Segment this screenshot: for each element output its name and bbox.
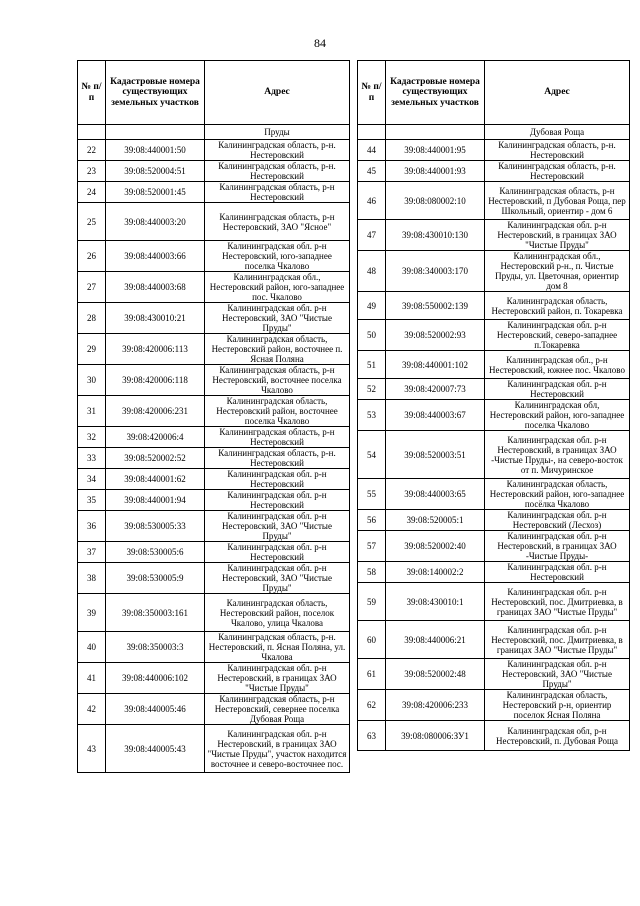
header-address: Адрес (205, 61, 350, 125)
address-cell: Калининградская обл, р-н Нестеровский, п. Дубовая Роща (485, 721, 630, 751)
table-row (358, 182, 630, 220)
table-row (358, 220, 630, 251)
table-row (78, 161, 350, 182)
address-cell: Калининградская область, р-н. Нестеровский (205, 161, 350, 182)
header-cadastral: Кадастровые номера существующих земельных участков (106, 61, 205, 125)
address-cell: Калининградская обл. р-н Нестеровский, ЗАО "Чистые Пруды" (205, 303, 350, 334)
cadastral-number: 39:08:440006:102 (106, 663, 205, 694)
table-row (358, 251, 630, 292)
row-number: 40 (78, 632, 106, 663)
table-row (78, 725, 350, 773)
cadastral-number: 39:08:440001:93 (386, 161, 485, 182)
cadastral-number: 39:08:420006:4 (106, 427, 205, 448)
row-number: 22 (78, 140, 106, 161)
address-cell: Калининградская область, р-н. Нестеровский (485, 140, 630, 161)
table-row (78, 511, 350, 542)
address-cell: Калининградская область, Нестеровский район, юго-западнее посёлка Чкалово (485, 479, 630, 510)
row-number: 39 (78, 594, 106, 632)
row-number: 38 (78, 563, 106, 594)
table-row (358, 379, 630, 400)
address-cell: Калининградская область, р-н Нестеровский, севернее поселка Дубовая Роща (205, 694, 350, 725)
row-number: 36 (78, 511, 106, 542)
address-cell: Калининградская обл. р-н Нестеровский, юго-западнее поселка Чкалово (205, 241, 350, 272)
row-number: 47 (358, 220, 386, 251)
cadastral-number: 39:08:440003:66 (106, 241, 205, 272)
row-number: 44 (358, 140, 386, 161)
row-number: 50 (358, 320, 386, 351)
table-row (78, 632, 350, 663)
row-number: 43 (78, 725, 106, 773)
cadastral-number: 39:08:430010:21 (106, 303, 205, 334)
address-cell: Калининградская обл. р-н Нестеровский, в границах ЗАО -Чистые Пруды- (485, 531, 630, 562)
cadastral-number: 39:08:440003:65 (386, 479, 485, 510)
address-cell: Калининградская обл. р-н Нестеровский (485, 379, 630, 400)
address-cell: Калининградская область, р-н. Нестеровский (205, 448, 350, 469)
cadastral-number: 39:08:420006:113 (106, 334, 205, 365)
row-number: 23 (78, 161, 106, 182)
section-title: Пруды (205, 125, 350, 140)
row-number: 48 (358, 251, 386, 292)
table-row (358, 140, 630, 161)
table-row (358, 659, 630, 690)
cadastral-number: 39:08:080006:ЗУ1 (386, 721, 485, 751)
cadastral-number: 39:08:430010:130 (386, 220, 485, 251)
cadastral-number: 39:08:440001:95 (386, 140, 485, 161)
address-cell: Калининградская область, р-н Нестеровский (205, 182, 350, 203)
page-number: 84 (314, 36, 326, 50)
table-row (78, 563, 350, 594)
cadastral-number: 39:08:440006:21 (386, 621, 485, 659)
cadastral-number: 39:08:340003:170 (386, 251, 485, 292)
row-number: 45 (358, 161, 386, 182)
row-number: 55 (358, 479, 386, 510)
table-row (358, 531, 630, 562)
address-cell: Калининградская область, Нестеровский район, поселок Чкалово, улица Чкалова (205, 594, 350, 632)
address-cell: Калининградская обл. р-н Нестеровский (Лесхоз) (485, 510, 630, 531)
address-cell: Калининградская область, р-н Нестеровский, восточнее поселка Чкалово (205, 365, 350, 396)
table-row (78, 594, 350, 632)
table-row (78, 365, 350, 396)
cadastral-number: 39:08:520001:45 (106, 182, 205, 203)
address-cell: Калининградская область, Нестеровский район, восточнее п. Ясная Поляна (205, 334, 350, 365)
row-number: 24 (78, 182, 106, 203)
row-number: 53 (358, 400, 386, 431)
row-number: 51 (358, 351, 386, 379)
table-row (78, 182, 350, 203)
row-number: 32 (78, 427, 106, 448)
table-row (358, 400, 630, 431)
cadastral-number: 39:08:530005:33 (106, 511, 205, 542)
address-cell: Калининградская область, Нестеровский район, п. Токаревка (485, 292, 630, 320)
table-row (78, 334, 350, 365)
row-number: 63 (358, 721, 386, 751)
cadastral-number: 39:08:420007:73 (386, 379, 485, 400)
cadastral-number: 39:08:440001:50 (106, 140, 205, 161)
cadastral-number: 39:08:520002:52 (106, 448, 205, 469)
address-cell: Калининградская обл. р-н Нестеровский, в границах ЗАО "Чистые Пруды" (485, 220, 630, 251)
address-cell: Калининградская обл. р-н Нестеровский, в границах ЗАО "Чистые Пруды", участок находится восточнее и северо-восточнее пос. (205, 725, 350, 773)
address-cell: Калининградская обл. р-н Нестеровский, ЗАО "Чистые Пруды" (205, 511, 350, 542)
address-cell: Калининградская область, Нестеровский район, восточнее поселка Чкалово (205, 396, 350, 427)
row-number: 28 (78, 303, 106, 334)
cadastral-number: 39:08:350003:3 (106, 632, 205, 663)
address-cell: Калининградская область, р-н. Нестеровский (205, 140, 350, 161)
row-number: 61 (358, 659, 386, 690)
table-row (78, 490, 350, 511)
row-number: 29 (78, 334, 106, 365)
row-number: 56 (358, 510, 386, 531)
cadastral-number: 39:08:520005:1 (386, 510, 485, 531)
table-row (358, 161, 630, 182)
address-cell: Калининградская обл. р-н Нестеровский (485, 562, 630, 583)
address-cell: Калининградская обл. р-н Нестеровский (205, 490, 350, 511)
address-cell: Калининградская обл. р-н Нестеровский, ЗАО "Чистые Пруды" (485, 659, 630, 690)
cadastral-number: 39:08:430010:1 (386, 583, 485, 621)
address-cell: Калининградская область, р-н Нестеровский (205, 427, 350, 448)
table-row (358, 583, 630, 621)
table-row (358, 690, 630, 721)
row-number: 54 (358, 431, 386, 479)
cadastral-number: 39:08:420006:231 (106, 396, 205, 427)
row-number: 62 (358, 690, 386, 721)
cadastral-number: 39:08:530005:9 (106, 563, 205, 594)
table-row (358, 621, 630, 659)
row-number: 31 (78, 396, 106, 427)
table-row (358, 562, 630, 583)
address-cell: Калининградская обл., Нестеровский р-н., п. Чистые Пруды, ул. Цветочная, ориентир дом 8 (485, 251, 630, 292)
row-number: 42 (78, 694, 106, 725)
cadastral-number: 39:08:350003:161 (106, 594, 205, 632)
row-number: 37 (78, 542, 106, 563)
row-number: 30 (78, 365, 106, 396)
cadastral-number: 39:08:080002:10 (386, 182, 485, 220)
table-row (78, 663, 350, 694)
row-number: 33 (78, 448, 106, 469)
cadastral-number: 39:08:440005:43 (106, 725, 205, 773)
cadastral-number: 39:08:440003:20 (106, 203, 205, 241)
cadastral-number: 39:08:550002:139 (386, 292, 485, 320)
address-cell: Калининградская область, р-н Нестеровский, ЗАО "Ясное" (205, 203, 350, 241)
cadastral-number: 39:08:520003:51 (386, 431, 485, 479)
table-row (78, 203, 350, 241)
row-number: 59 (358, 583, 386, 621)
address-cell: Калининградская область, р-н. Нестеровский, п. Ясная Поляна, ул. Чкалова (205, 632, 350, 663)
header-num: № п/п (358, 61, 386, 125)
table-row (78, 469, 350, 490)
row-number: 27 (78, 272, 106, 303)
address-cell: Калининградская область, р-н Нестеровский, п Дубовая Роща, пер Школьный, ориентир - дом 6 (485, 182, 630, 220)
section-spacer (78, 125, 106, 140)
address-cell: Калининградская обл. р-н Нестеровский (205, 469, 350, 490)
left-table-body (78, 125, 350, 773)
table-row (78, 140, 350, 161)
row-number: 60 (358, 621, 386, 659)
table-row (358, 431, 630, 479)
cadastral-number: 39:08:420006:118 (106, 365, 205, 396)
row-number: 25 (78, 203, 106, 241)
row-number: 46 (358, 182, 386, 220)
table-row (358, 320, 630, 351)
header-address: Адрес (485, 61, 630, 125)
cadastral-number: 39:08:420006:233 (386, 690, 485, 721)
row-number: 35 (78, 490, 106, 511)
header-num: № п/п (78, 61, 106, 125)
table-row (358, 479, 630, 510)
section-spacer (386, 125, 485, 140)
cadastral-number: 39:08:520002:93 (386, 320, 485, 351)
address-cell: Калининградская обл, Нестеровский район, юго-западнее поселка Чкалово (485, 400, 630, 431)
cadastral-number: 39:08:440003:67 (386, 400, 485, 431)
address-cell: Калининградская обл. р-н Нестеровский, пос. Дмитриевка, в границах ЗАО "Чистые Пруды" (485, 583, 630, 621)
left-parcel-table (77, 60, 350, 773)
section-title: Дубовая Роща (485, 125, 630, 140)
row-number: 49 (358, 292, 386, 320)
section-spacer (106, 125, 205, 140)
table-row (358, 292, 630, 320)
cadastral-number: 39:08:440001:62 (106, 469, 205, 490)
table-row (78, 448, 350, 469)
cadastral-number: 39:08:520002:40 (386, 531, 485, 562)
right-parcel-table (357, 60, 630, 751)
address-cell: Калининградская обл. р-н Нестеровский, ЗАО "Чистые Пруды" (205, 563, 350, 594)
table-row (358, 351, 630, 379)
cadastral-number: 39:08:520004:51 (106, 161, 205, 182)
cadastral-number: 39:08:440003:68 (106, 272, 205, 303)
cadastral-number: 39:08:440001:94 (106, 490, 205, 511)
row-number: 26 (78, 241, 106, 272)
cadastral-number: 39:08:140002:2 (386, 562, 485, 583)
header-cadastral: Кадастровые номера существующих земельных участков (386, 61, 485, 125)
section-spacer (358, 125, 386, 140)
cadastral-number: 39:08:520002:48 (386, 659, 485, 690)
cadastral-number: 39:08:530005:6 (106, 542, 205, 563)
row-number: 57 (358, 531, 386, 562)
cadastral-number: 39:08:440001:102 (386, 351, 485, 379)
table-row (78, 272, 350, 303)
row-number: 52 (358, 379, 386, 400)
cadastral-number: 39:08:440005:46 (106, 694, 205, 725)
table-row (78, 303, 350, 334)
table-row (358, 510, 630, 531)
address-cell: Калининградская область, р-н. Нестеровский (485, 161, 630, 182)
address-cell: Калининградская обл. р-н Нестеровский (205, 542, 350, 563)
address-cell: Калининградская обл. р-н Нестеровский, пос. Дмитриевка, в границах ЗАО "Чистые Пруды" (485, 621, 630, 659)
right-table-body (358, 125, 630, 751)
row-number: 34 (78, 469, 106, 490)
row-number: 58 (358, 562, 386, 583)
table-row (78, 694, 350, 725)
table-row (358, 721, 630, 751)
table-row (78, 542, 350, 563)
address-cell: Калининградская область, Нестеровский р-н, ориентир поселок Ясная Поляна (485, 690, 630, 721)
address-cell: Калининградская обл. р-н Нестеровский, в границах ЗАО "Чистые Пруды" (205, 663, 350, 694)
address-cell: Калининградская обл., Нестеровский район, юго-западнее пос. Чкалово (205, 272, 350, 303)
address-cell: Калининградская обл. р-н Нестеровский, в границах ЗАО -Чистые Пруды-, на северо-восток от п. Мичуринское (485, 431, 630, 479)
row-number: 41 (78, 663, 106, 694)
address-cell: Калининградская обл., р-н Нестеровский, южнее пос. Чкалово (485, 351, 630, 379)
table-row (78, 396, 350, 427)
table-row (78, 427, 350, 448)
address-cell: Калининградская обл. р-н Нестеровский, северо-западнее п.Токаревка (485, 320, 630, 351)
table-row (78, 241, 350, 272)
